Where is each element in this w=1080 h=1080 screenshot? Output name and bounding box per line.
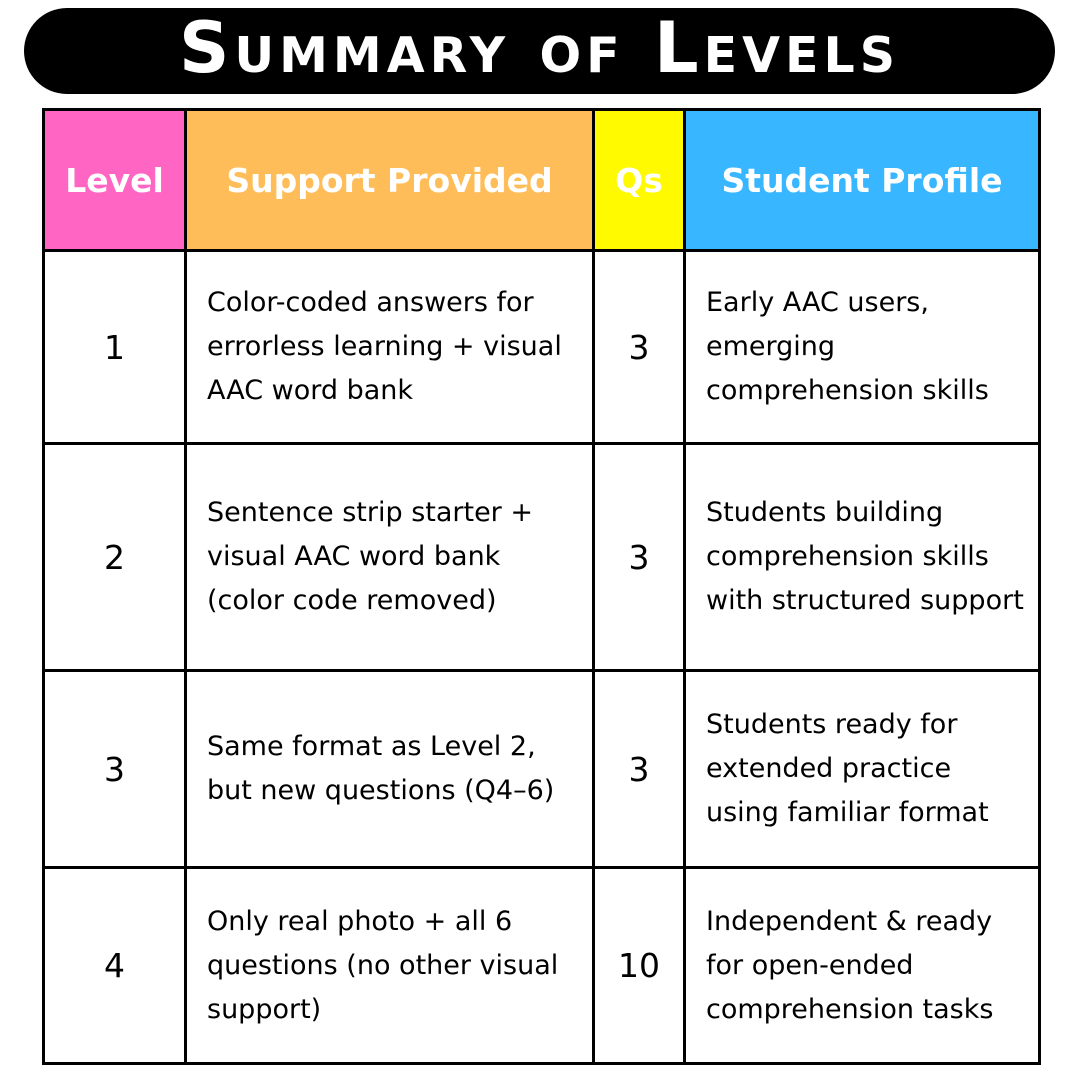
levels-table xyxy=(42,108,1041,1065)
level-cell: 4 xyxy=(44,868,186,1064)
support-cell: Only real photo + all 6 questions (no other visual support) xyxy=(186,868,594,1064)
support-cell: Color-coded answers for errorless learning + visual AAC word bank xyxy=(186,251,594,444)
qs-cell: 3 xyxy=(594,444,685,671)
table-row xyxy=(44,251,1040,444)
header-row xyxy=(44,110,1040,251)
table-row xyxy=(44,868,1040,1064)
qs-cell: 10 xyxy=(594,868,685,1064)
support-cell: Sentence strip starter + visual AAC word bank (color code removed) xyxy=(186,444,594,671)
level-cell: 1 xyxy=(44,251,186,444)
title-banner xyxy=(24,8,1055,94)
profile-cell: Students building comprehension skills with structured support xyxy=(685,444,1040,671)
profile-cell: Early AAC users, emerging comprehension skills xyxy=(685,251,1040,444)
header-support-provided: Support Provided xyxy=(186,110,594,251)
table-row xyxy=(44,444,1040,671)
page-title: Summary of Levels xyxy=(178,7,901,89)
qs-cell: 3 xyxy=(594,251,685,444)
level-cell: 2 xyxy=(44,444,186,671)
profile-cell: Students ready for extended practice using familiar format xyxy=(685,671,1040,868)
support-cell: Same format as Level 2, but new questions (Q4–6) xyxy=(186,671,594,868)
qs-cell: 3 xyxy=(594,671,685,868)
header-level: Level xyxy=(44,110,186,251)
table-row xyxy=(44,671,1040,868)
level-cell: 3 xyxy=(44,671,186,868)
header-qs: Qs xyxy=(594,110,685,251)
header-student-profile: Student Profile xyxy=(685,110,1040,251)
profile-cell: Independent & ready for open-ended comprehension tasks xyxy=(685,868,1040,1064)
